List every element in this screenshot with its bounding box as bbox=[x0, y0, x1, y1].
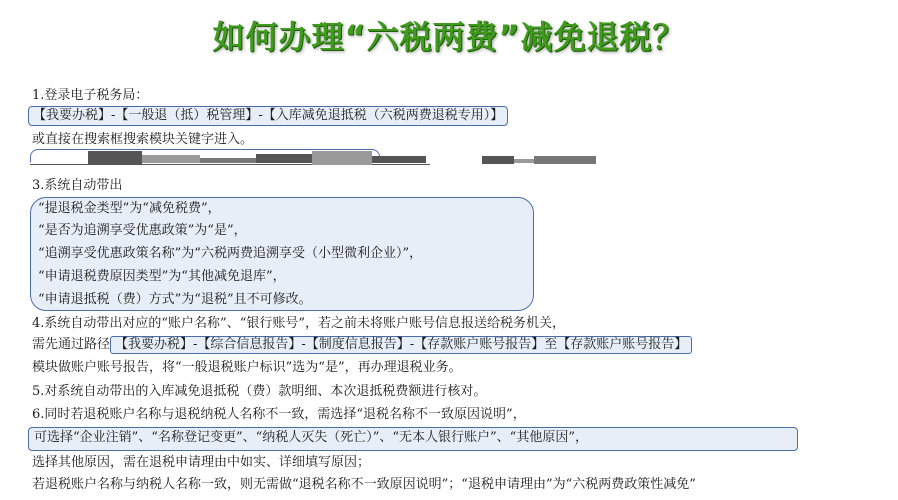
step4-prefix: 需先通过路径 bbox=[32, 337, 111, 352]
redacted-block bbox=[142, 155, 200, 163]
step1-heading: 1.登录电子税务局： bbox=[32, 88, 149, 103]
step3-heading: 3.系统自动带出 bbox=[32, 178, 123, 193]
redacted-block bbox=[256, 154, 312, 163]
step3-item: “追溯享受优惠政策名称”为“六税两费追溯享受（小型微利企业）”， bbox=[38, 246, 423, 261]
page-title: 如何办理“六税两费”减免退税？ bbox=[212, 18, 686, 56]
step4-line1: 4.系统自动带出对应的“账户名称”、“银行账号”，若之前未将账户账号信息报送给税务机关， bbox=[32, 316, 565, 331]
step6-line3: 选择其他原因，需在退税申请理由中如实、详细填写原因； bbox=[32, 455, 371, 470]
redacted-block bbox=[312, 151, 372, 165]
redacted-block bbox=[372, 156, 426, 163]
step6-line4: 若退税账户名称与纳税人名称一致，则无需做“退税名称不一致原因说明”；“退税申请理由”为“六税两费政策性减免” bbox=[32, 477, 696, 492]
step4-line3: 模块做账户账号报告，将“一般退税账户标识”选为“是”，再办理退税业务。 bbox=[32, 360, 462, 375]
step4-path-box: 【我要办税】-【综合信息报告】-【制度信息报告】-【存款账户账号报告】至【存款账户账号报告】 bbox=[110, 336, 692, 354]
step3-item: “申请退税费原因类型”为“其他减免退库”， bbox=[38, 269, 286, 284]
step1-path-box: 【我要办税】-【一般退（抵）税管理】-【入库减免退抵税（六税两费退税专用）】 bbox=[28, 106, 508, 126]
step3-item: “提退税金类型”为“减免税费”， bbox=[38, 201, 221, 216]
step5-text: 5.对系统自动带出的入库减免退抵税（费）款明细、本次退抵税费额进行核对。 bbox=[32, 384, 487, 399]
redacted-block bbox=[514, 159, 534, 163]
step3-item: “申请退抵税（费）方式”为“退税”且不可修改。 bbox=[38, 292, 312, 307]
step3-item: “是否为追溯享受优惠政策”为“是”， bbox=[38, 223, 247, 238]
step6-line2: 可选择“企业注销”、“名称登记变更”、“纳税人灭失（死亡）”、“无本人银行账户”、“其他原因”， bbox=[34, 430, 588, 445]
redacted-block bbox=[88, 151, 142, 165]
redacted-block bbox=[534, 156, 596, 164]
redacted-block bbox=[482, 156, 514, 164]
step1-alt-text: 或直接在搜索框搜索模块关键字进入。 bbox=[32, 132, 254, 147]
redacted-block bbox=[200, 158, 256, 163]
step4-line2 bbox=[32, 336, 692, 354]
step6-line1: 6.同时若退税账户名称与退税纳税人名称不一致，需选择“退税名称不一致原因说明”， bbox=[32, 407, 526, 422]
